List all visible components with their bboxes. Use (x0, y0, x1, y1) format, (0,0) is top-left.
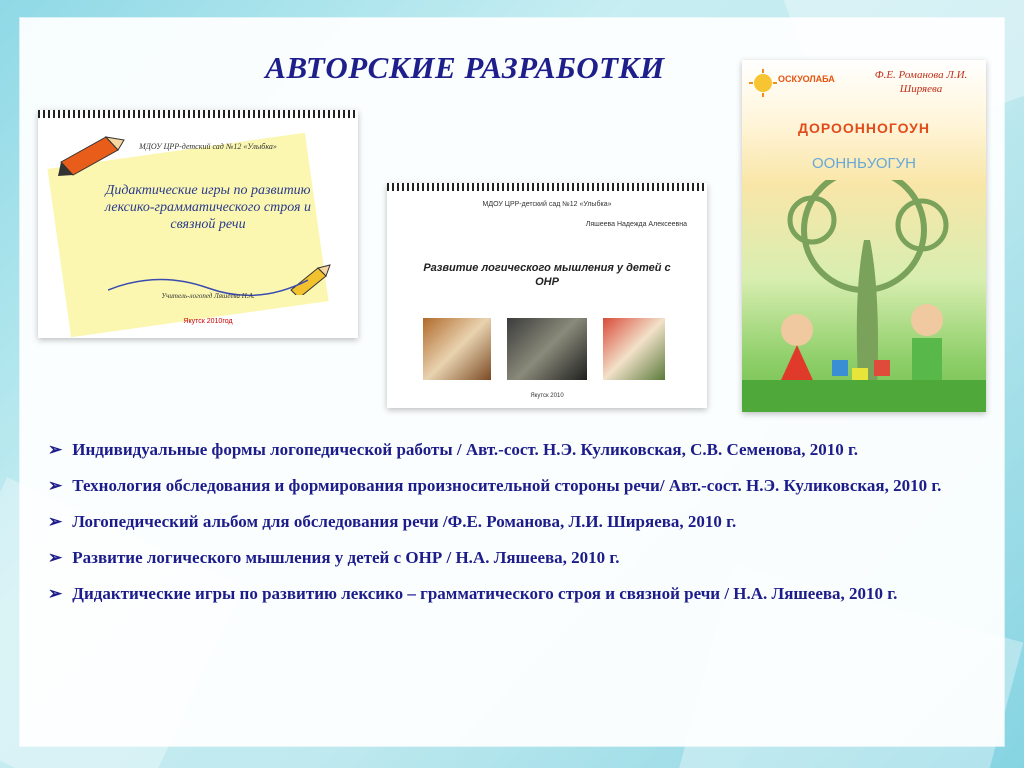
pencil-icon (56, 132, 126, 182)
arrow-bullet-icon: ➢ (48, 440, 63, 459)
sun-logo-icon (748, 68, 778, 98)
card1-author: Учитель-логопед Ляшеева Н.А. (161, 292, 255, 300)
card1-org: МДОУ ЦРР-детский сад №12 «Улыбка» (139, 142, 277, 151)
card3-letters: ООННЬУОГУН (811, 155, 917, 172)
card2-author: Ляшеева Надежда Алексеевна (585, 221, 687, 228)
spiral-binding (387, 183, 707, 191)
photo-figures (603, 318, 665, 380)
arrow-bullet-icon: ➢ (48, 548, 63, 567)
card2-title: Развитие логического мышления у детей с ОНР (423, 262, 671, 288)
card3-logo: ОСКУОЛАБА (778, 74, 835, 84)
children-tree-illustration (742, 180, 986, 412)
arrow-bullet-icon: ➢ (48, 584, 63, 603)
card2-year: Якутск 2010 (530, 393, 564, 399)
book-cover-didactic-games (38, 110, 358, 338)
slide-title: АВТОРСКИЕ РАЗРАБОТКИ (265, 50, 665, 85)
list-item: ➢ Логопедический альбом для обследования речи /Ф.Е. Романова, Л.И. Ширяева, 2010 г. (48, 510, 978, 534)
list-item: ➢ Развитие логического мышления у детей с ОНР / Н.А. Ляшеева, 2010 г. (48, 546, 978, 570)
book-cover-speech-album (742, 60, 986, 412)
spiral-binding (38, 110, 358, 118)
list-item: ➢ Технология обследования и формирования произносительной стороны речи/ Авт.-сост. Н.Э. Куликовская, 2010 г. (48, 474, 978, 498)
arrow-bullet-icon: ➢ (48, 476, 63, 495)
photo-toys (423, 318, 491, 380)
card1-title: Дидактические игры по развитию лексико-грамматического строя и связной речи (104, 183, 312, 232)
card3-word: ДОРООННОГОУН (797, 120, 931, 136)
book-cover-logical-thinking (387, 183, 707, 408)
photo-room (507, 318, 587, 380)
card1-year: Якутск 2010год (183, 318, 233, 325)
card2-org: МДОУ ЦРР-детский сад №12 «Улыбка» (482, 201, 612, 208)
list-item: ➢ Индивидуальные формы логопедической работы / Авт.-сост. Н.Э. Куликовская, С.В. Семенова, 2010 г. (48, 438, 978, 462)
card3-authors: Ф.Е. Романова Л.И. Ширяева (874, 69, 968, 95)
arrow-bullet-icon: ➢ (48, 512, 63, 531)
bullet-list (48, 438, 978, 618)
list-item: ➢ Дидактические игры по развитию лексико – грамматического строя и связной речи / Н.А. Ляшеева, 2010 г. (48, 582, 978, 606)
